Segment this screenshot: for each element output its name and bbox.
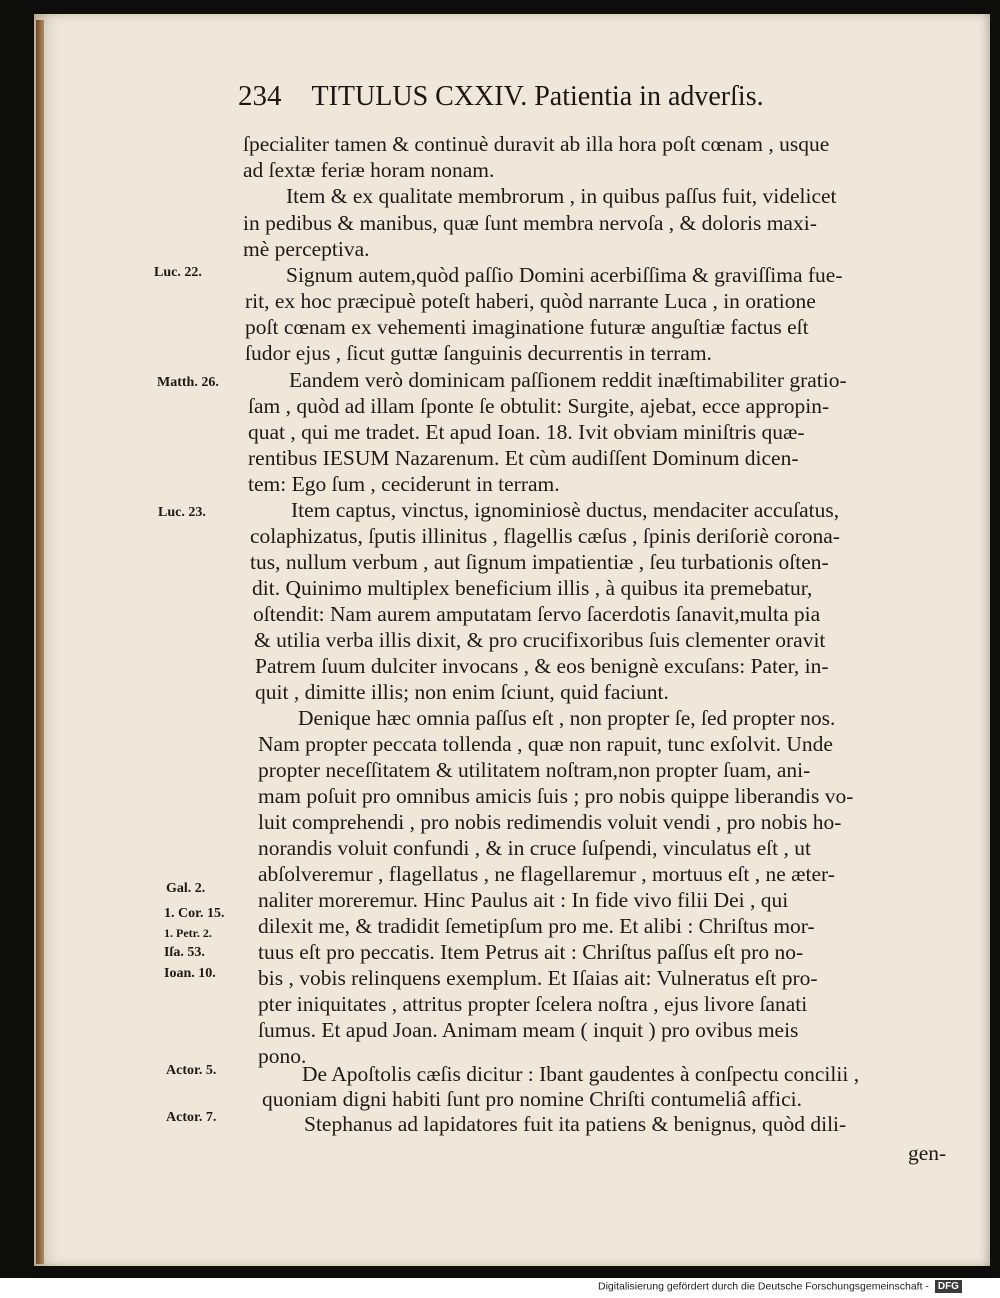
text-line: Nam propter peccata tollenda , quæ non rapuit, tunc exſolvit. Unde — [258, 732, 833, 756]
margin-note: Iſa. 53. — [164, 945, 205, 960]
dfg-logo: DFG — [935, 1280, 962, 1293]
text-line: pter iniquitates , attritus propter ſcelera noſtra , ejus livore ſanati — [258, 992, 808, 1016]
page-number: 234 — [238, 80, 282, 112]
text-line: mam poſuit pro omnibus amicis ſuis ; pro nobis quippe liberandis vo- — [258, 784, 854, 808]
text-line: ſpecialiter tamen & continuè duravit ab illa hora poſt cœnam , usque — [243, 132, 830, 156]
text-line: quit , dimitte illis; non enim ſciunt, quid faciunt. — [255, 680, 669, 704]
margin-note: 1. Cor. 15. — [164, 906, 225, 921]
margin-note: Luc. 22. — [154, 265, 202, 280]
footer-text: Digitalisierung gefördert durch die Deutsche Forschungsgemeinschaft - — [598, 1280, 929, 1293]
text-line: bis , vobis relinquens exemplum. Et Iſaias ait: Vulneratus eſt pro- — [258, 966, 818, 990]
text-line: tus, nullum verbum , aut ſignum impatientiæ , ſeu turbationis oſten- — [250, 550, 829, 574]
text-line: poſt cœnam ex vehementi imaginatione futuræ anguſtiæ factus eſt — [245, 315, 809, 339]
text-line: tem: Ego ſum , ceciderunt in terram. — [248, 472, 560, 496]
text-line: colaphizatus, ſputis illinitus , flagellis cæſus , ſpinis deriſoriè corona- — [250, 524, 840, 548]
text-line: abſolveremur , flagellatus , ne flagellaremur , mortuus eſt , ne æter- — [258, 862, 835, 886]
text-line: norandis voluit confundi , & in cruce ſuſpendi, vinculatus eſt , ut — [258, 836, 811, 860]
margin-note: 1. Petr. 2. — [164, 926, 212, 940]
text-line: quoniam digni habiti ſunt pro nomine Chriſti contumeliâ affici. — [262, 1087, 802, 1111]
text-line: in pedibus & manibus, quæ ſunt membra nervoſa , & doloris maxi- — [243, 211, 817, 235]
text-line: propter neceſſitatem & utilitatem noſtram,non propter ſuam, ani- — [258, 758, 811, 782]
text-line: ſam , quòd ad illam ſponte ſe obtulit: Surgite, ajebat, ecce appropin- — [248, 394, 830, 418]
text-line: naliter moreremur. Hinc Paulus ait : In fide vivo filii Dei , qui — [258, 888, 789, 912]
page-header — [238, 80, 764, 113]
text-line: Denique hæc omnia paſſus eſt , non propter ſe, ſed propter nos. — [298, 706, 836, 730]
text-line: tuus eſt pro peccatis. Item Petrus ait : Chriſtus paſſus eſt pro no- — [258, 940, 804, 964]
text-line: gen- — [908, 1141, 947, 1165]
text-line: ſudor ejus , ſicut guttæ ſanguinis decurrentis in terram. — [245, 341, 712, 365]
text-line: Patrem ſuum dulciter invocans , & eos benignè excuſans: Pater, in- — [255, 654, 829, 678]
text-line: dilexit me, & tradidit ſemetipſum pro me. Et alibi : Chriſtus mor- — [258, 914, 815, 938]
text-line: ſumus. Et apud Joan. Animam meam ( inquit ) pro ovibus meis — [258, 1018, 799, 1042]
text-line: De Apoſtolis cæſis dicitur : Ibant gaudentes à conſpectu concilii , — [302, 1062, 860, 1086]
margin-note: Matth. 26. — [157, 375, 219, 390]
margin-note: Actor. 7. — [166, 1110, 217, 1125]
text-line: oſtendit: Nam aurem amputatam ſervo ſacerdotis ſanavit,multa pia — [253, 602, 821, 626]
margin-note: Luc. 23. — [158, 505, 206, 520]
text-line: dit. Quinimo multiplex beneficium illis , à quibus ita premebatur, — [252, 576, 813, 600]
running-title: TITULUS CXXIV. Patientia in adverſis. — [311, 81, 764, 112]
text-line: rentibus IESUM Nazarenum. Et cùm audiſſent Dominum dicen- — [248, 446, 799, 470]
margin-note: Actor. 5. — [166, 1063, 217, 1078]
margin-note: Gal. 2. — [166, 881, 206, 896]
text-line: luit comprehendi , pro nobis redimendis voluit vendi , pro nobis ho- — [258, 810, 842, 834]
text-line: rit, ex hoc præcipuè poteſt haberi, quòd narrante Luca , in oratione — [245, 289, 816, 313]
text-line: Item & ex qualitate membrorum , in quibus paſſus fuit, videlicet — [286, 184, 837, 208]
text-line: Signum autem,quòd paſſio Domini acerbiſſima & graviſſima fue- — [286, 263, 843, 287]
page-edge — [36, 20, 44, 1264]
text-line: quat , qui me tradet. Et apud Ioan. 18. Ivit obviam miniſtris quæ- — [248, 420, 805, 444]
text-line: Stephanus ad lapidatores fuit ita patiens & benignus, quòd dili- — [304, 1112, 847, 1136]
text-line: mè perceptiva. — [243, 237, 370, 261]
text-line: Eandem verò dominicam paſſionem reddit inæſtimabiliter gratio- — [289, 368, 847, 392]
footer-credit — [598, 1280, 998, 1296]
text-line: pono. — [258, 1044, 307, 1068]
text-line: & utilia verba illis dixit, & pro crucifixoribus ſuis clementer oravit — [254, 628, 826, 652]
text-line: Item captus, vinctus, ignominiosè ductus, mendaciter accuſatus, — [291, 498, 840, 522]
text-line: ad ſextæ feriæ horam nonam. — [243, 158, 495, 182]
margin-note: Ioan. 10. — [164, 966, 216, 981]
